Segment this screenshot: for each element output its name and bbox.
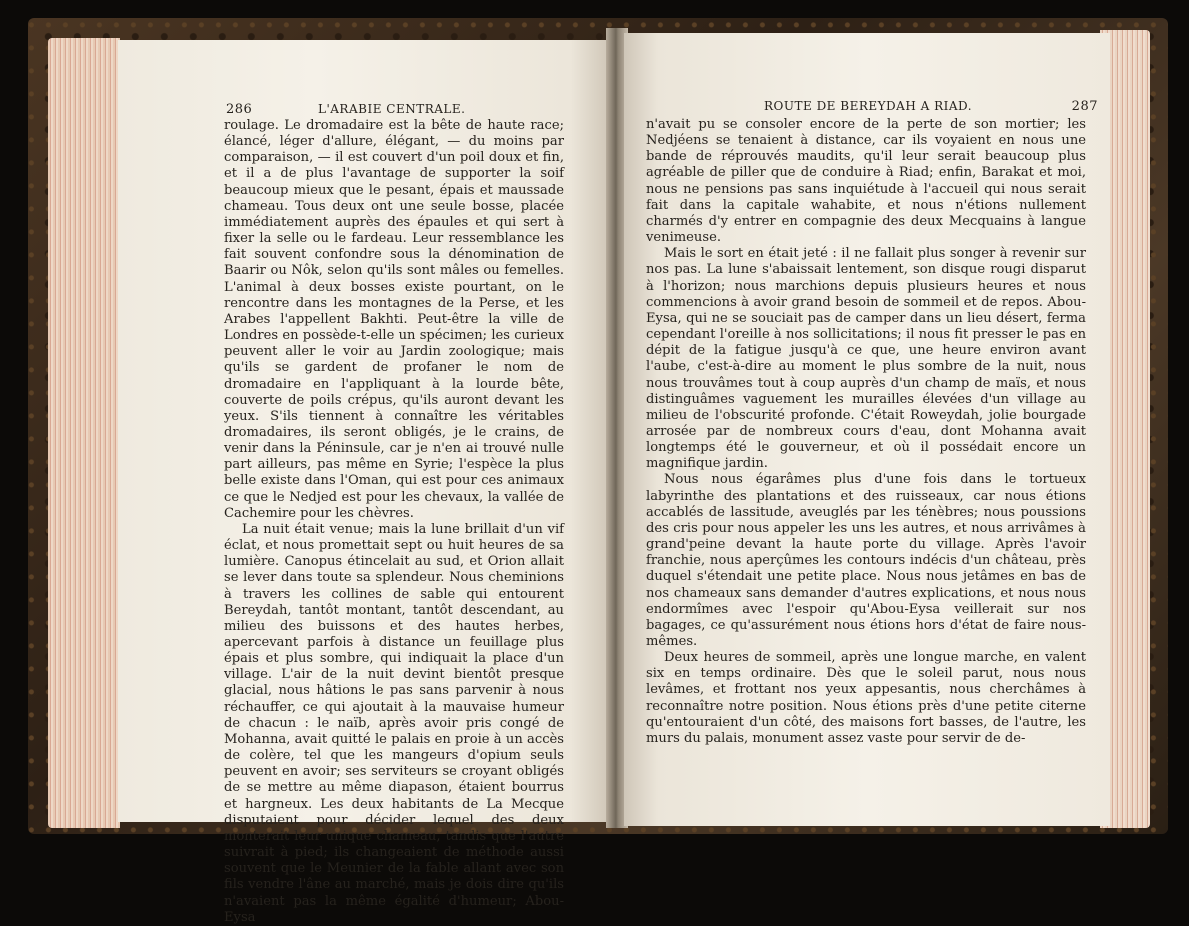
page-number: 287 xyxy=(1071,99,1098,114)
page-edges-left xyxy=(48,38,120,828)
paragraph: Mais le sort en était jeté : il ne fallait plus songer à revenir sur nos pas. La lune s'abaissait lentement, son disque rougi disparut à l'horizon; nous marchions depuis plusieurs heures et nous commencions à avoir grand besoin de sommeil et de repos. Abou-Eysa, qui ne se souciait pas de camper dans un lieu désert, ferma cependant l'oreille à nos sollicitations; il nous fit presser le pas en dépit de la fatigue jusqu'à ce que, une heure environ avant l'aube, c'est-à-dire au moment le plus sombre de la nuit, nous nous trouvâmes tout à coup auprès d'un champ de maïs, et nous distinguâmes vaguement les murailles élevées d'un village au milieu de l'obscurité profonde. C'était Roweydah, jolie bourgade arrosée par de nombreux cours d'eau, dont Mohanna avait longtemps été le gouverneur, et où il possédait encore un magnifique jardin. xyxy=(646,246,1086,472)
running-title: ROUTE DE BEREYDAH A RIAD. xyxy=(764,99,973,113)
paragraph: n'avait pu se consoler encore de la perte de son mortier; les Nedjéens se tenaient à distance, car ils voyaient en nous une bande de réprouvés maudits, qu'il leur serait beaucoup plus agréable de piller que de conduire à Riad; enfin, Barakat et moi, nous ne pensions pas sans inquiétude à l'accueil qui nous serait fait dans la capitale wahabite, et nous n'étions nullement charmés d'y entrer en compagnie des deux Mecquains à langue venimeuse. xyxy=(646,117,1086,246)
right-page-header xyxy=(642,99,1098,115)
page-number: 286 xyxy=(226,102,253,117)
paragraph: Nous nous égarâmes plus d'une fois dans le tortueux labyrinthe des plantations et des ruisseaux, car nous étions accablés de lassitude, aveuglés par les ténèbres; nous poussions des cris pour nous appeler les uns les autres, et nous arrivâmes à grand'peine devant la haute porte du village. Après l'avoir franchie, nous aperçûmes les contours indécis d'un château, près duquel s'étendait une petite place. Nous nous jetâmes en bas de nos chameaux sans demander d'autres explications, et nous nous endormîmes avec l'espoir qu'Abou-Eysa veillerait sur nos bagages, ce qu'assurément nous étions hors d'état de faire nous-mêmes. xyxy=(646,472,1086,649)
paragraph: Deux heures de sommeil, après une longue marche, en valent six en temps ordinaire. Dès que le soleil parut, nous nous levâmes, et frottant nos yeux appesantis, nous cherchâmes à reconnaître notre position. Nous étions près d'une petite citerne qu'entouraient d'un côté, des maisons fort basses, de l'autre, les murs du palais, monument assez vaste pour servir de de- xyxy=(646,650,1086,746)
right-page-text xyxy=(646,117,1086,747)
left-page-text xyxy=(224,118,564,926)
left-page-header xyxy=(226,102,570,118)
right-page xyxy=(624,33,1110,826)
left-page xyxy=(118,40,610,925)
paragraph: roulage. Le dromadaire est la bête de haute race; élancé, léger d'allure, élégant, — du moins par comparaison, — il est couvert d'un poil doux et fin, et il a de plus l'avantage de supporter la soif beaucoup mieux que le pesant, épais et maussade chameau. Tous deux ont une seule bosse, placée immédiatement auprès des épaules et qui sert à fixer la selle ou le fardeau. Leur ressemblance les fait souvent confondre sous la dénomination de Baarir ou Nôk, selon qu'ils sont mâles ou femelles. L'animal à deux bosses existe pourtant, on le rencontre dans les montagnes de la Perse, et les Arabes l'appellent Bakhti. Peut-être la ville de Londres en possède-t-elle un spécimen; les curieux peuvent aller le voir au Jardin zoologique; mais qu'ils se gardent de profaner le nom de dromadaire en l'appliquant à la lourde bête, couverte de poils crépus, qu'ils auront devant les yeux. S'ils tiennent à connaître les véritables dromadaires, ils seront obligés, je le crains, de venir dans la Péninsule, car je n'en ai trouvé nulle part ailleurs, pas même en Syrie; l'espèce la plus belle existe dans l'Oman, qui est pour ces animaux ce que le Nedjed est pour les chevaux, la vallée de Cachemire pour les chèvres. xyxy=(224,118,564,521)
running-title: L'ARABIE CENTRALE. xyxy=(318,102,466,116)
paragraph: La nuit était venue; mais la lune brillait d'un vif éclat, et nous promettait sept ou huit heures de sa lumière. Canopus étincelait au sud, et Orion allait se lever dans toute sa splendeur. Nous cheminions à travers les collines de sable qui entourent Bereydah, tantôt montant, tantôt descendant, au milieu des buissons et des hautes herbes, apercevant parfois à distance un feuillage plus épais et plus sombre, qui indiquait la place d'un village. L'air de la nuit devint bientôt presque glacial, nous hâtions le pas sans parvenir à nous réchauffer, ce qui ajoutait à la mauvaise humeur de chacun : le naïb, après avoir pris congé de Mohanna, avait quitté le palais en proie à un accès de colère, tel que les mangeurs d'opium seuls peuvent en avoir; ses serviteurs se croyant obligés de se mettre au même diapason, étaient bourrus et hargneux. Les deux habitants de La Mecque disputaient pour décider lequel des deux monterait leur unique chameau, tandis que l'autre suivrait à pied; ils changeaient de méthode aussi souvent que le Meunier de la fable allant avec son fils vendre l'âne au marché, mais je dois dire qu'ils n'avaient pas la même égalité d'humeur; Abou-Eysa xyxy=(224,521,564,925)
